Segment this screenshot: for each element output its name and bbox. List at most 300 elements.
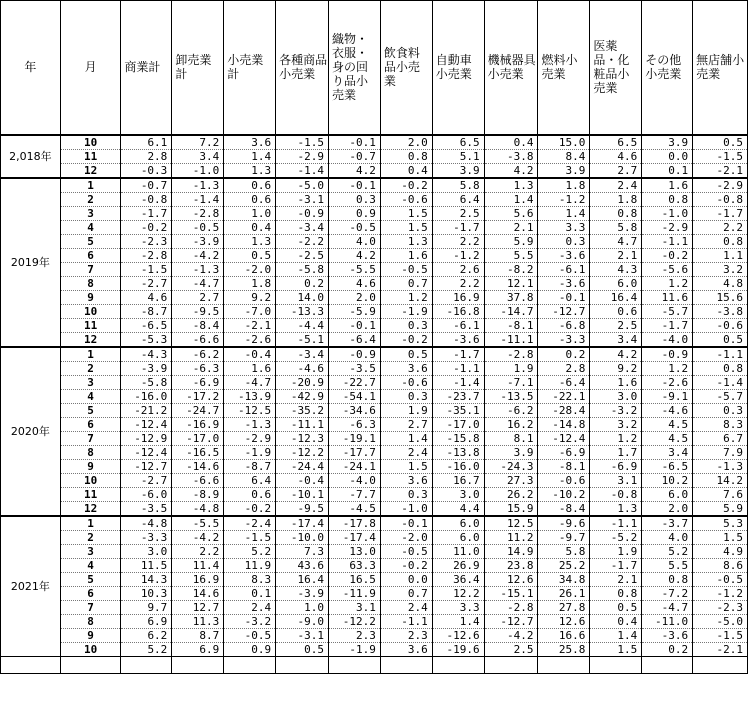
- value-cell: 0.8: [693, 361, 748, 375]
- month-cell: 11: [60, 149, 121, 163]
- value-cell: -1.9: [380, 304, 432, 318]
- value-cell: 6.0: [590, 276, 642, 290]
- value-cell: 3.9: [484, 445, 538, 459]
- value-cell: -14.8: [538, 417, 590, 431]
- value-cell: 26.9: [432, 558, 484, 572]
- month-cell: 6: [60, 417, 121, 431]
- table-row: [1, 206, 748, 220]
- value-cell: -0.2: [121, 220, 172, 234]
- value-cell: -17.4: [328, 530, 380, 544]
- value-cell: -0.3: [121, 163, 172, 178]
- header-col: その他小売業: [642, 1, 693, 135]
- blank-cell: [484, 656, 538, 673]
- value-cell: 2.2: [432, 234, 484, 248]
- value-cell: 4.8: [693, 276, 748, 290]
- value-cell: 12.6: [538, 614, 590, 628]
- value-cell: 36.4: [432, 572, 484, 586]
- value-cell: 7.6: [693, 487, 748, 501]
- value-cell: -3.3: [121, 530, 172, 544]
- value-cell: -1.0: [380, 501, 432, 516]
- value-cell: 4.2: [484, 163, 538, 178]
- month-cell: 10: [60, 304, 121, 318]
- value-cell: -6.1: [538, 262, 590, 276]
- value-cell: -9.1: [642, 389, 693, 403]
- value-cell: -22.1: [538, 389, 590, 403]
- value-cell: -24.4: [276, 459, 329, 473]
- value-cell: -10.1: [276, 487, 329, 501]
- year-cell: 2020年: [1, 347, 61, 516]
- value-cell: -3.1: [276, 192, 329, 206]
- value-cell: 1.4: [538, 206, 590, 220]
- value-cell: 16.6: [538, 628, 590, 642]
- value-cell: 11.6: [642, 290, 693, 304]
- value-cell: -16.5: [172, 445, 224, 459]
- value-cell: -3.7: [642, 516, 693, 531]
- value-cell: 1.1: [693, 248, 748, 262]
- month-cell: 11: [60, 318, 121, 332]
- value-cell: -0.7: [121, 178, 172, 193]
- value-cell: -3.6: [432, 332, 484, 347]
- value-cell: 6.5: [432, 135, 484, 150]
- value-cell: 2.6: [432, 262, 484, 276]
- value-cell: -4.0: [328, 473, 380, 487]
- value-cell: 0.9: [328, 206, 380, 220]
- value-cell: -9.6: [538, 516, 590, 531]
- value-cell: -3.2: [224, 614, 276, 628]
- value-cell: -9.5: [276, 501, 329, 516]
- value-cell: -4.8: [121, 516, 172, 531]
- value-cell: 1.9: [484, 361, 538, 375]
- value-cell: 1.5: [380, 220, 432, 234]
- month-cell: 12: [60, 163, 121, 178]
- value-cell: 6.4: [432, 192, 484, 206]
- value-cell: 0.7: [380, 276, 432, 290]
- value-cell: -2.3: [121, 234, 172, 248]
- value-cell: 3.9: [432, 163, 484, 178]
- value-cell: 3.4: [642, 445, 693, 459]
- value-cell: -12.5: [224, 403, 276, 417]
- header-col: 自動車小売業: [432, 1, 484, 135]
- table-row: [1, 516, 748, 531]
- value-cell: -13.5: [484, 389, 538, 403]
- month-cell: 5: [60, 403, 121, 417]
- value-cell: -4.6: [642, 403, 693, 417]
- value-cell: -4.7: [224, 375, 276, 389]
- value-cell: -1.4: [693, 375, 748, 389]
- value-cell: -9.0: [276, 614, 329, 628]
- value-cell: -0.8: [590, 487, 642, 501]
- header-col: 無店舗小売業: [693, 1, 748, 135]
- header-year: 年: [1, 1, 61, 135]
- value-cell: 1.3: [380, 234, 432, 248]
- value-cell: -5.7: [642, 304, 693, 318]
- value-cell: 2.1: [590, 572, 642, 586]
- value-cell: 11.4: [172, 558, 224, 572]
- table-row: [1, 192, 748, 206]
- value-cell: 4.0: [642, 530, 693, 544]
- value-cell: -3.5: [328, 361, 380, 375]
- value-cell: -0.5: [328, 220, 380, 234]
- header-col: 医薬品・化粧品小売業: [590, 1, 642, 135]
- value-cell: 0.5: [590, 600, 642, 614]
- value-cell: -4.7: [642, 600, 693, 614]
- value-cell: -0.2: [380, 558, 432, 572]
- value-cell: -12.4: [121, 417, 172, 431]
- value-cell: 5.6: [484, 206, 538, 220]
- value-cell: -3.1: [276, 628, 329, 642]
- value-cell: -10.2: [538, 487, 590, 501]
- value-cell: 5.5: [642, 558, 693, 572]
- value-cell: -4.0: [642, 332, 693, 347]
- value-cell: -5.3: [121, 332, 172, 347]
- value-cell: -1.7: [693, 206, 748, 220]
- value-cell: 0.3: [328, 192, 380, 206]
- value-cell: -1.1: [432, 361, 484, 375]
- month-cell: 3: [60, 544, 121, 558]
- value-cell: 0.6: [590, 304, 642, 318]
- value-cell: -19.6: [432, 642, 484, 656]
- month-cell: 10: [60, 135, 121, 150]
- value-cell: 4.2: [590, 347, 642, 362]
- month-cell: 9: [60, 290, 121, 304]
- table-row: [1, 332, 748, 347]
- value-cell: -14.6: [172, 459, 224, 473]
- value-cell: -5.6: [642, 262, 693, 276]
- table-row: [1, 163, 748, 178]
- value-cell: -3.4: [276, 347, 329, 362]
- value-cell: -15.1: [484, 586, 538, 600]
- value-cell: -6.4: [328, 332, 380, 347]
- value-cell: -0.2: [224, 501, 276, 516]
- value-cell: 16.5: [328, 572, 380, 586]
- value-cell: -1.3: [693, 459, 748, 473]
- value-cell: 1.4: [590, 628, 642, 642]
- table-row: [1, 347, 748, 362]
- value-cell: -4.7: [172, 276, 224, 290]
- value-cell: 26.1: [538, 586, 590, 600]
- value-cell: -17.7: [328, 445, 380, 459]
- value-cell: -6.3: [172, 361, 224, 375]
- value-cell: 11.3: [172, 614, 224, 628]
- value-cell: 37.8: [484, 290, 538, 304]
- value-cell: -6.9: [172, 375, 224, 389]
- value-cell: 4.4: [432, 501, 484, 516]
- table-body: [1, 135, 748, 674]
- month-cell: 4: [60, 220, 121, 234]
- value-cell: 9.2: [590, 361, 642, 375]
- value-cell: 7.3: [276, 544, 329, 558]
- value-cell: -1.2: [693, 586, 748, 600]
- month-cell: 8: [60, 445, 121, 459]
- value-cell: -0.6: [538, 473, 590, 487]
- month-cell: 7: [60, 600, 121, 614]
- value-cell: -3.8: [484, 149, 538, 163]
- month-cell: 10: [60, 642, 121, 656]
- blank-cell: [538, 656, 590, 673]
- month-cell: 4: [60, 389, 121, 403]
- value-cell: -11.1: [276, 417, 329, 431]
- value-cell: 1.4: [484, 192, 538, 206]
- value-cell: -1.3: [224, 417, 276, 431]
- value-cell: 0.4: [380, 163, 432, 178]
- value-cell: -8.2: [484, 262, 538, 276]
- value-cell: -5.2: [590, 530, 642, 544]
- value-cell: -1.0: [172, 163, 224, 178]
- value-cell: 4.9: [693, 544, 748, 558]
- value-cell: -17.0: [172, 431, 224, 445]
- value-cell: -0.6: [380, 192, 432, 206]
- month-cell: 5: [60, 234, 121, 248]
- value-cell: -1.7: [432, 347, 484, 362]
- year-cell: 2021年: [1, 516, 61, 657]
- header-col: 各種商品小売業: [276, 1, 329, 135]
- value-cell: -1.2: [432, 248, 484, 262]
- value-cell: 10.2: [642, 473, 693, 487]
- table-row: [1, 361, 748, 375]
- value-cell: -2.5: [276, 248, 329, 262]
- value-cell: 3.3: [538, 220, 590, 234]
- value-cell: 14.3: [121, 572, 172, 586]
- value-cell: -8.1: [538, 459, 590, 473]
- month-cell: 9: [60, 459, 121, 473]
- value-cell: 63.3: [328, 558, 380, 572]
- month-cell: 8: [60, 276, 121, 290]
- table-row: [1, 628, 748, 642]
- value-cell: -17.8: [328, 516, 380, 531]
- value-cell: 0.8: [380, 149, 432, 163]
- value-cell: -0.6: [693, 318, 748, 332]
- value-cell: 0.8: [590, 586, 642, 600]
- month-cell: 6: [60, 586, 121, 600]
- value-cell: 3.6: [224, 135, 276, 150]
- value-cell: 8.7: [172, 628, 224, 642]
- value-cell: 15.9: [484, 501, 538, 516]
- blank-cell: [693, 656, 748, 673]
- value-cell: 0.5: [276, 642, 329, 656]
- value-cell: 0.1: [224, 586, 276, 600]
- value-cell: 0.7: [380, 586, 432, 600]
- value-cell: -17.2: [172, 389, 224, 403]
- value-cell: 2.2: [693, 220, 748, 234]
- value-cell: 2.4: [380, 445, 432, 459]
- value-cell: -0.7: [328, 149, 380, 163]
- value-cell: -5.5: [172, 516, 224, 531]
- value-cell: -24.1: [328, 459, 380, 473]
- table-row: [1, 572, 748, 586]
- value-cell: 0.6: [224, 487, 276, 501]
- value-cell: 6.5: [590, 135, 642, 150]
- value-cell: -13.3: [276, 304, 329, 318]
- value-cell: 8.4: [538, 149, 590, 163]
- value-cell: 23.8: [484, 558, 538, 572]
- value-cell: -1.1: [590, 516, 642, 531]
- value-cell: 8.3: [693, 417, 748, 431]
- blank-cell: [224, 656, 276, 673]
- value-cell: 12.6: [484, 572, 538, 586]
- value-cell: 6.2: [121, 628, 172, 642]
- value-cell: 0.4: [590, 614, 642, 628]
- value-cell: -6.1: [432, 318, 484, 332]
- table-row: [1, 600, 748, 614]
- table-row: [1, 642, 748, 656]
- value-cell: -4.2: [484, 628, 538, 642]
- value-cell: -54.1: [328, 389, 380, 403]
- value-cell: -4.3: [121, 347, 172, 362]
- value-cell: 5.2: [224, 544, 276, 558]
- value-cell: 43.6: [276, 558, 329, 572]
- year-cell: 2019年: [1, 178, 61, 347]
- value-cell: 1.4: [432, 614, 484, 628]
- value-cell: 1.3: [484, 178, 538, 193]
- value-cell: -2.8: [121, 248, 172, 262]
- value-cell: -1.1: [380, 614, 432, 628]
- value-cell: -0.4: [224, 347, 276, 362]
- value-cell: 1.3: [224, 163, 276, 178]
- value-cell: 3.0: [590, 389, 642, 403]
- value-cell: -42.9: [276, 389, 329, 403]
- value-cell: 1.5: [590, 642, 642, 656]
- value-cell: -3.6: [642, 628, 693, 642]
- value-cell: -0.1: [380, 516, 432, 531]
- header-col: 飲食料品小売業: [380, 1, 432, 135]
- value-cell: 1.2: [380, 290, 432, 304]
- table-row: [1, 586, 748, 600]
- value-cell: 11.9: [224, 558, 276, 572]
- table-row: [1, 178, 748, 193]
- month-cell: 4: [60, 558, 121, 572]
- value-cell: -14.7: [484, 304, 538, 318]
- value-cell: 16.9: [432, 290, 484, 304]
- value-cell: -3.9: [276, 586, 329, 600]
- value-cell: 1.0: [276, 600, 329, 614]
- value-cell: -3.2: [590, 403, 642, 417]
- value-cell: 2.7: [380, 417, 432, 431]
- value-cell: -3.4: [276, 220, 329, 234]
- value-cell: -2.0: [224, 262, 276, 276]
- month-cell: 7: [60, 262, 121, 276]
- value-cell: 0.1: [642, 163, 693, 178]
- value-cell: 4.5: [642, 417, 693, 431]
- value-cell: 1.8: [224, 276, 276, 290]
- table-row: [1, 262, 748, 276]
- value-cell: -10.0: [276, 530, 329, 544]
- value-cell: -2.8: [484, 347, 538, 362]
- value-cell: -0.2: [380, 332, 432, 347]
- value-cell: 1.5: [380, 459, 432, 473]
- value-cell: -0.8: [693, 192, 748, 206]
- value-cell: 6.4: [224, 473, 276, 487]
- value-cell: 8.6: [693, 558, 748, 572]
- value-cell: -7.2: [642, 586, 693, 600]
- table-row: [1, 290, 748, 304]
- value-cell: -16.9: [172, 417, 224, 431]
- blank-cell: [380, 656, 432, 673]
- value-cell: -4.2: [172, 530, 224, 544]
- value-cell: -17.0: [432, 417, 484, 431]
- value-cell: 3.1: [328, 600, 380, 614]
- value-cell: -16.0: [432, 459, 484, 473]
- value-cell: 5.2: [121, 642, 172, 656]
- value-cell: -0.9: [642, 347, 693, 362]
- value-cell: 3.6: [380, 361, 432, 375]
- value-cell: 3.2: [693, 262, 748, 276]
- value-cell: -11.0: [642, 614, 693, 628]
- blank-cell: [1, 656, 61, 673]
- value-cell: 6.9: [172, 642, 224, 656]
- value-cell: -3.9: [172, 234, 224, 248]
- value-cell: 0.3: [693, 403, 748, 417]
- table-row: [1, 445, 748, 459]
- table-row: [1, 487, 748, 501]
- blank-cell: [172, 656, 224, 673]
- value-cell: 9.2: [224, 290, 276, 304]
- header-col: 織物・衣服・身の回り品小売業: [328, 1, 380, 135]
- month-cell: 2: [60, 361, 121, 375]
- month-cell: 2: [60, 192, 121, 206]
- value-cell: 4.6: [121, 290, 172, 304]
- value-cell: -1.1: [642, 234, 693, 248]
- value-cell: 2.3: [380, 628, 432, 642]
- value-cell: -6.5: [121, 318, 172, 332]
- value-cell: -2.3: [693, 600, 748, 614]
- value-cell: 2.0: [328, 290, 380, 304]
- value-cell: -1.5: [121, 262, 172, 276]
- value-cell: -0.1: [328, 318, 380, 332]
- value-cell: 5.8: [432, 178, 484, 193]
- month-cell: 9: [60, 628, 121, 642]
- value-cell: -8.4: [538, 501, 590, 516]
- month-cell: 12: [60, 501, 121, 516]
- table-row: [1, 417, 748, 431]
- value-cell: -2.0: [380, 530, 432, 544]
- value-cell: 1.3: [224, 234, 276, 248]
- value-cell: -9.5: [172, 304, 224, 318]
- value-cell: -6.2: [172, 347, 224, 362]
- value-cell: -2.6: [642, 375, 693, 389]
- value-cell: 1.6: [590, 375, 642, 389]
- value-cell: -34.6: [328, 403, 380, 417]
- value-cell: 8.3: [224, 572, 276, 586]
- value-cell: 2.5: [484, 642, 538, 656]
- value-cell: -15.8: [432, 431, 484, 445]
- value-cell: 11.0: [432, 544, 484, 558]
- value-cell: 1.2: [642, 361, 693, 375]
- value-cell: 1.6: [380, 248, 432, 262]
- month-cell: 7: [60, 431, 121, 445]
- value-cell: -0.5: [380, 544, 432, 558]
- value-cell: 0.5: [693, 135, 748, 150]
- value-cell: -1.4: [276, 163, 329, 178]
- value-cell: -11.9: [328, 586, 380, 600]
- value-cell: -1.5: [693, 149, 748, 163]
- value-cell: 16.9: [172, 572, 224, 586]
- value-cell: 34.8: [538, 572, 590, 586]
- value-cell: 0.2: [276, 276, 329, 290]
- value-cell: 4.3: [590, 262, 642, 276]
- value-cell: -3.8: [693, 304, 748, 318]
- value-cell: 3.1: [590, 473, 642, 487]
- value-cell: -2.8: [484, 600, 538, 614]
- value-cell: 27.3: [484, 473, 538, 487]
- value-cell: 2.4: [590, 178, 642, 193]
- value-cell: 1.9: [380, 403, 432, 417]
- value-cell: -2.9: [693, 178, 748, 193]
- value-cell: 15.6: [693, 290, 748, 304]
- blank-cell: [276, 656, 329, 673]
- value-cell: 0.8: [642, 572, 693, 586]
- value-cell: -0.1: [538, 290, 590, 304]
- value-cell: 14.9: [484, 544, 538, 558]
